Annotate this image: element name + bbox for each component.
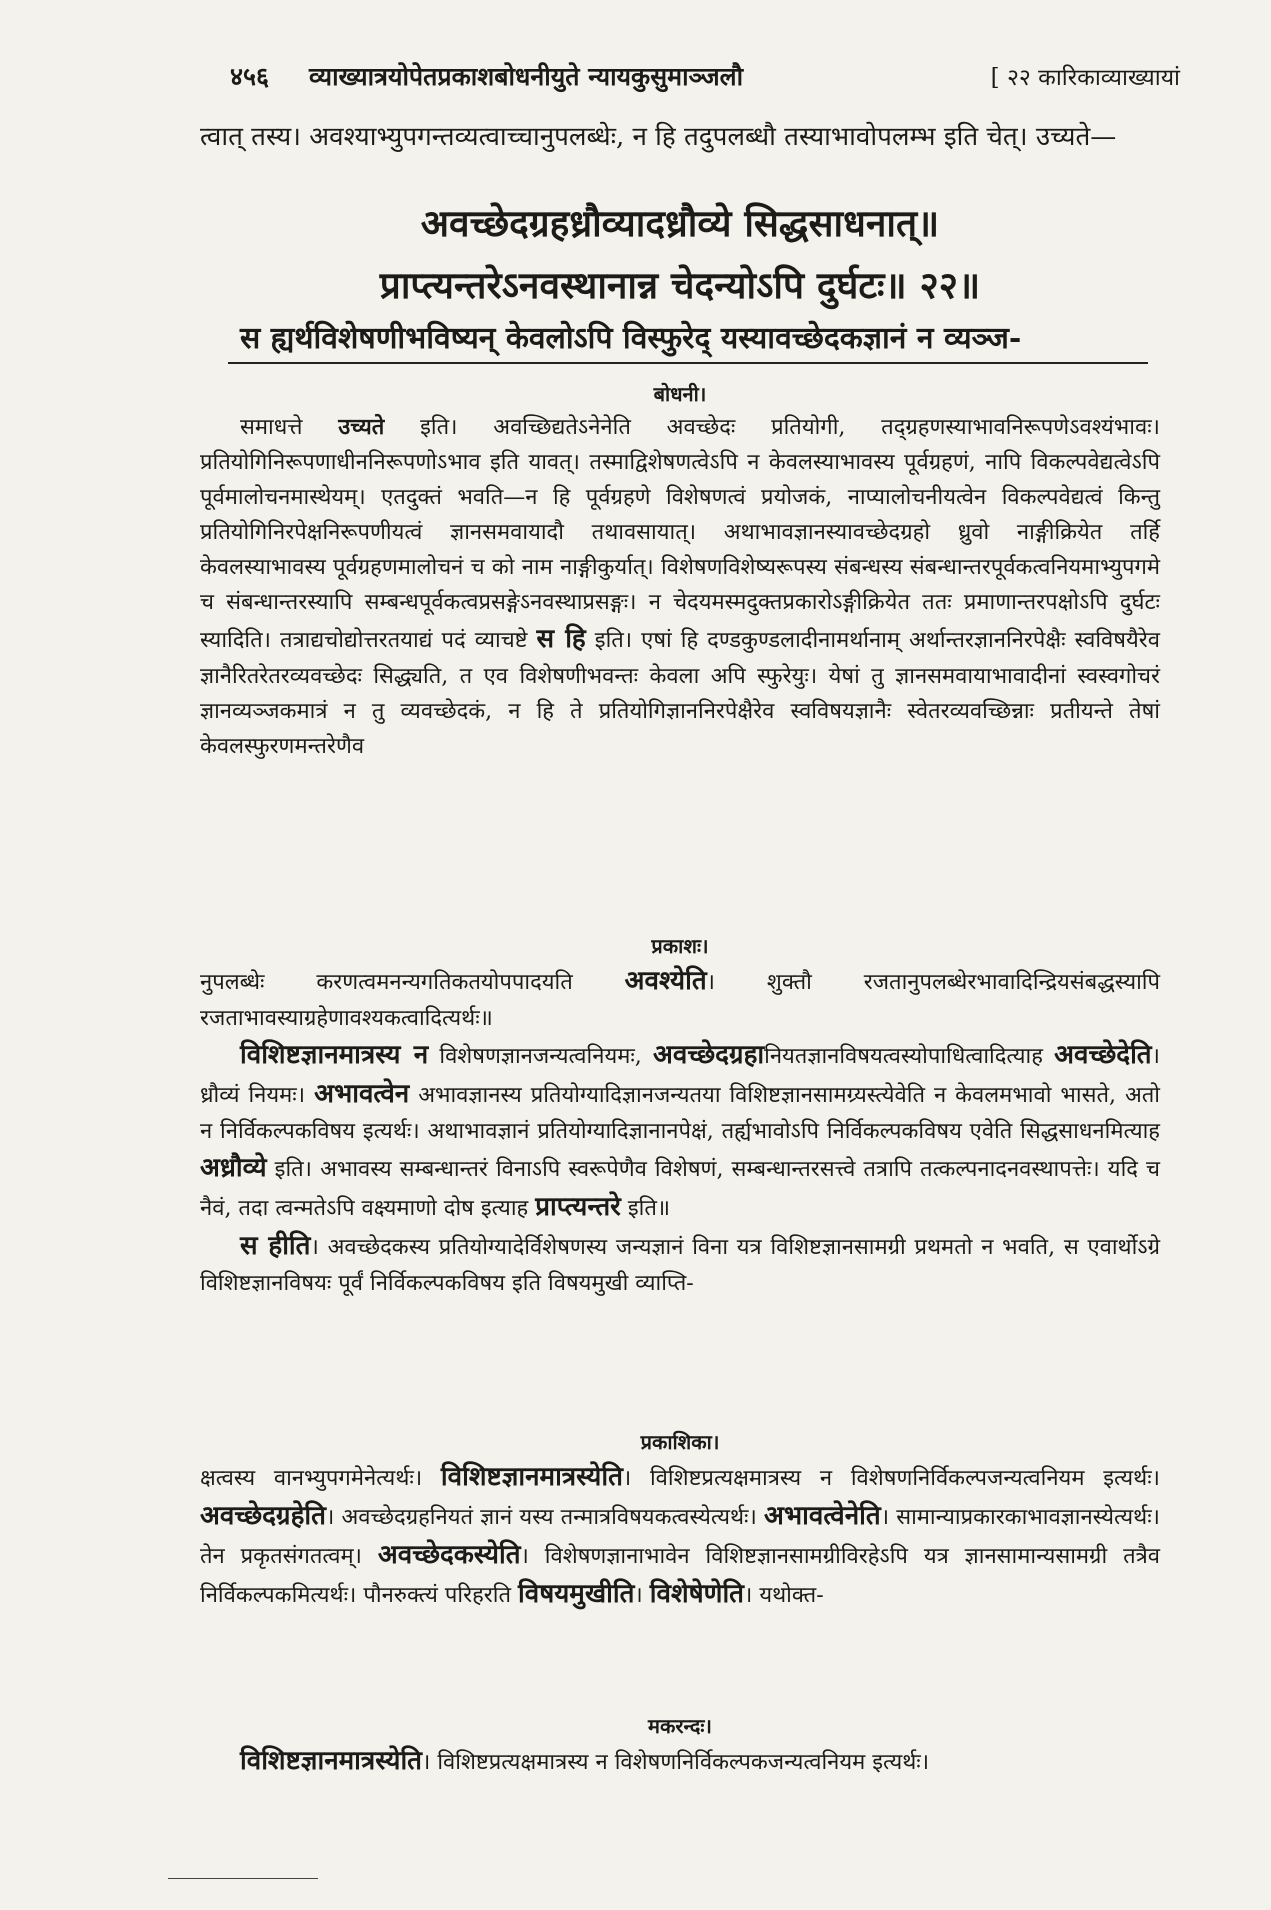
- prakasha-body: । शुक्तौ रजतानुपलब्धेरभावादिन्द्रियसंबद्धस्यापि रजताभावस्याग्रहेणावश्यकत्वादित्यर्थः॥: [200, 970, 1160, 1031]
- prakashika-lead-4: अवच्छेदकस्येति: [377, 1540, 521, 1570]
- prakasha-lead-6: अध्रौव्ये: [200, 1153, 267, 1183]
- page-number: ४५६: [230, 62, 270, 91]
- bodhani-title: बोधनी।: [653, 382, 707, 406]
- prakashika-body-5: ।: [634, 1583, 643, 1608]
- bodhani-lead-word: उच्यते: [338, 414, 385, 440]
- prakasha-lead-5: अभावत्वेन: [314, 1079, 410, 1109]
- makaranda-body: । विशिष्टप्रत्यक्षमात्रस्य न विशेषणनिर्विकल्पकजन्यत्वनियम इत्यर्थः।: [422, 1750, 930, 1775]
- prakashika-lead-5: विषयमुखीति: [518, 1579, 635, 1609]
- prakashika-body-6: । यथोक्त-: [744, 1583, 824, 1608]
- footer-rule: [168, 1878, 318, 1879]
- prakashika-text-before: क्षत्वस्य वानभ्युपगमेनेत्यर्थः।: [200, 1466, 423, 1491]
- book-title: व्याख्यात्रयोपेतप्रकाशबोधनीयुते न्यायकुसुमाञ्जलौ: [309, 62, 744, 91]
- bodhani-body-2: इति। एषां हि दण्डकुण्डलादीनामर्थानाम् अर्थान्तरज्ञाननिरपेक्षैः स्वविषयैरेव ज्ञानैरितरेतरव्यवच्छेदः सिद्ध्यति, त एव विशेषणीभवन्तः केवला अपि स्फुरेयुः। येषां तु ज्ञानसमवायाभावादीनां स्वस्वगोचरं ज्ञानव्यञ्जकमात्रं न तु व्यवच्छेदकं, न हि ते प्रतियोगिज्ञाननिरपेक्षैरेव स्वविषयज्ञानैः स्वेतरव्यवच्छिन्नाः प्रतीयन्ते तेषां केवलस्फुरणमन्तरेणैव: [200, 628, 1161, 759]
- prakashika-title: प्रकाशिका।: [640, 1430, 720, 1454]
- prakashika-body-3: । सामान्याप्रकारकाभावज्ञानस्येत्यर्थः। तेन प्रकृतसंगतत्वम्।: [200, 1505, 1160, 1569]
- prakasha-lead-4: अवच्छेदेति: [1054, 1040, 1152, 1070]
- makaranda-text: [200, 1742, 1160, 1781]
- commentary-divider: [228, 362, 1148, 364]
- bodhani-body: इति। अवच्छिद्यतेऽनेनेति अवच्छेदः प्रतियोगी, तद्ग्रहणस्याभावनिरूपणेऽवश्यंभावः। प्रतियोगिनिरूपणाधीननिरूपणोऽभाव इति यावत्। तस्माद्विशेषणत्वेऽपि न केवलस्याभावस्य पूर्वग्रहणं, नापि विकल्पवेद्यत्वेऽपि पूर्वमालोचनमास्थेयम्। एतदुक्तं भवति—न हि पूर्वग्रहणे विशेषणत्वं प्रयोजकं, नाप्यालोचनीयत्वेन विकल्पवेद्यत्वं किन्तु प्रतियोगिनिरपेक्षनिरूपणीयत्वं ज्ञानसमवायादौ तथावसायात्। अथाभावज्ञानस्यावच्छेदग्रहो ध्रुवो नाङ्गीक्रियेत तर्हि केवलस्याभावस्य पूर्वग्रहणमालोचनं च को नाम नाङ्गीकुर्यात्। विशेषणविशेष्यरूपस्य संबन्धस्य संबन्धान्तरपूर्वकत्वनियमाभ्युपगमे च संबन्धान्तरस्यापि सम्बन्धपूर्वकत्वप्रसङ्गेऽनवस्थाप्रसङ्गः। न चेदयमस्मदुक्तप्रकारोऽङ्गीक्रियेत ततः प्रमाणान्तरपक्षोऽपि दुर्घटः स्यादिति। तत्राद्यचोद्योत्तरतयाद्यं पदं व्याचष्टे: [200, 415, 1160, 653]
- prakashika-body-4: । विशेषणज्ञानाभावेन विशिष्टज्ञानसामग्रीविरहेऽपि यत्र ज्ञानसामान्यसामग्री तत्रैव निर्विकल्पकमित्यर्थः। पौनरुक्त्यं परिहरति: [200, 1544, 1160, 1608]
- prakasha-text-before: नुपलब्धेः करणत्वमनन्यगतिकतयोपपादयति: [200, 970, 573, 995]
- section-label: [ २२ कारिकाव्याख्यायां: [990, 65, 1180, 91]
- prakasha-text: [200, 962, 1160, 1301]
- prakashika-text: [200, 1458, 1160, 1614]
- commentary-lead: स ह्यर्थविशेषणीभविष्यन् केवलोऽपि विस्फुरेद् यस्यावच्छेदकज्ञानं न व्यञ्ज-: [240, 321, 1022, 356]
- prakasha-body-7: इति॥: [627, 1196, 671, 1221]
- prakasha-lead: अवश्येति: [624, 966, 707, 996]
- prakasha-lead-2: विशिष्टज्ञानमात्रस्य न: [240, 1040, 429, 1070]
- prakasha-body-5: अभावज्ञानस्य प्रतियोग्यादिज्ञानजन्यतया विशिष्टज्ञानसामग्र्यस्त्येवेति न केवलमभावो भासते, अतो न निर्विकल्पकविषय इत्यर्थः। अथाभावज्ञानं प्रतियोग्यादिज्ञानानपेक्षं, तर्ह्यभावोऽपि निर्विकल्पकविषय एवेति सिद्धसाधनमित्याह: [200, 1083, 1161, 1144]
- prakasha-body-6: इति। अभावस्य सम्बन्धान्तरं विनाऽपि स्वरूपेणैव विशेषणं, सम्बन्धान्तरसत्त्वे तत्रापि तत्कल्पनादनवस्थापत्तेः। यदि च नैवं, तदा त्वन्मतेऽपि वक्ष्यमाणो दोष इत्याह: [200, 1157, 1160, 1221]
- prakasha-lead-3: अवच्छेदग्रहा: [653, 1040, 765, 1070]
- prakashika-body: । विशिष्टप्रत्यक्षमात्रस्य न विशेषणनिर्विकल्पजन्यत्वनियम इत्यर्थः।: [622, 1466, 1160, 1491]
- karika-verse-line-1: अवच्छेदग्रहध्रौव्यादध्रौव्ये सिद्धसाधनात्॥: [420, 201, 940, 245]
- prakasha-lead-7: प्राप्त्यन्तरे: [535, 1192, 621, 1222]
- bodhani-text-before: समाधत्ते: [240, 415, 303, 440]
- intro-paragraph: त्वात् तस्य। अवश्याभ्युपगन्तव्यत्वाच्चानुपलब्धेः, न हि तदुपलब्धौ तस्याभावोपलम्भ इति चेत्। उच्यते—: [200, 122, 1117, 152]
- prakashika-lead: विशिष्टज्ञानमात्रस्येति: [440, 1462, 623, 1492]
- prakasha-body-4: । ध्रौव्यं नियमः।: [200, 1044, 1160, 1108]
- running-header: [230, 52, 1180, 100]
- prakasha-title: प्रकाशः।: [651, 934, 709, 958]
- prakashika-lead-3: अभावत्वेनेति: [764, 1501, 881, 1531]
- bodhani-lead-2: स हि: [536, 624, 586, 654]
- bodhani-text: [200, 410, 1160, 764]
- prakashika-body-2: । अवच्छेदग्रहनियतं ज्ञानं यस्य तन्मात्रविषयकत्वस्येत्यर्थः।: [325, 1505, 757, 1530]
- prakasha-lead-8: स हीति: [240, 1231, 311, 1261]
- karika-verse-line-2: प्राप्त्यन्तरेऽनवस्थानान्न चेदन्योऽपि दुर्घटः॥ २२॥: [379, 263, 981, 307]
- makaranda-lead: विशिष्टज्ञानमात्रस्येति: [240, 1746, 423, 1776]
- makaranda-title: मकरन्दः।: [648, 1714, 712, 1738]
- prakashika-lead-6: विशेषेणेति: [649, 1579, 745, 1609]
- prakasha-body-8: । अवच्छेदकस्य प्रतियोग्यादेर्विशेषणस्य जन्यज्ञानं विना यत्र विशिष्टज्ञानसामग्री प्रथमतो न भवति, स एवार्थोऽग्रे विशिष्टज्ञानविषयः पूर्वं निर्विकल्पकविषय इति विषयमुखी व्याप्ति-: [200, 1235, 1160, 1296]
- prakasha-body-2: विशेषणज्ञानजन्यत्वनियमः,: [439, 1044, 642, 1069]
- prakasha-body-3: नियतज्ञानविषयत्वस्योपाधित्वादित्याह: [764, 1044, 1043, 1069]
- prakashika-lead-2: अवच्छेदग्रहेति: [200, 1501, 326, 1531]
